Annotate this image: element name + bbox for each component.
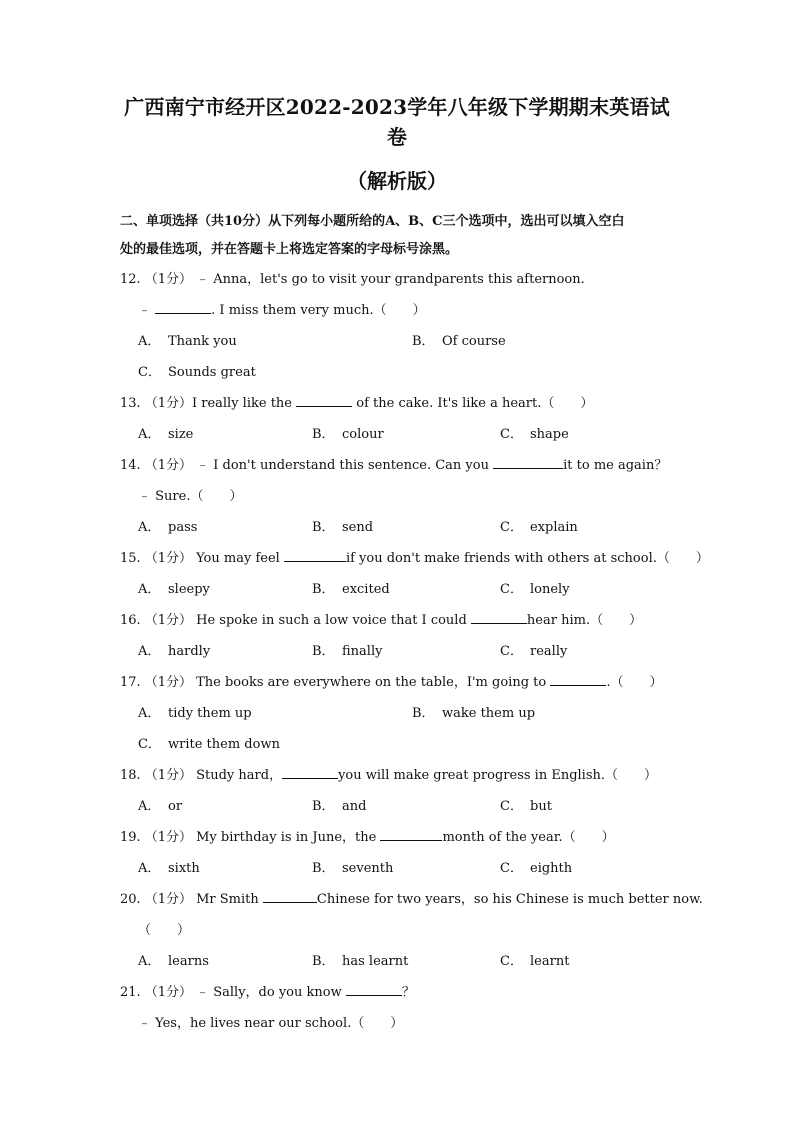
option-a[interactable]: A． hardly xyxy=(138,644,211,659)
question-stem xyxy=(120,760,674,791)
question-15 xyxy=(120,543,709,605)
options-row xyxy=(120,946,674,977)
option-b[interactable]: B． and xyxy=(312,799,367,814)
question-number: 13. xyxy=(120,396,141,411)
options-row xyxy=(120,326,674,357)
section-instructions-line2: 处的最佳选项，并在答题卡上将选定答案的字母标号涂黑。 xyxy=(120,242,459,257)
question-text: hear him.（ ） xyxy=(526,613,643,628)
question-text: it to me again？ xyxy=(563,458,668,473)
question-text: ﹣ Sure.（ ） xyxy=(138,489,243,504)
question-text: You may feel xyxy=(196,551,280,566)
question-stem xyxy=(120,388,674,419)
question-text: ﹣ xyxy=(138,303,152,318)
question-stem xyxy=(120,264,674,295)
question-stem xyxy=(120,822,674,853)
option-b[interactable]: B． has learnt xyxy=(312,954,409,969)
question-score: （1分） xyxy=(144,768,192,783)
question-text: ﹣ Yes，he lives near our school.（ ） xyxy=(138,1016,404,1031)
option-b[interactable]: B． Of course xyxy=(412,334,506,349)
option-c[interactable]: C． lonely xyxy=(500,582,570,597)
option-a[interactable]: A． learns xyxy=(138,954,209,969)
option-b[interactable]: B． seventh xyxy=(312,861,394,876)
options-row xyxy=(120,853,674,884)
page-title: 广西南宁市经开区2022-2023学年八年级下学期期末英语试卷 xyxy=(124,95,670,149)
option-b[interactable]: B． send xyxy=(312,520,374,535)
answer-blank xyxy=(284,547,346,562)
option-a[interactable]: A． or xyxy=(138,799,183,814)
question-score: （1分） xyxy=(144,985,192,1000)
question-score: （1分） xyxy=(144,458,192,473)
question-stem-line2 xyxy=(120,915,674,946)
answer-blank xyxy=(282,764,338,779)
question-text: （ ） xyxy=(138,923,191,938)
options-row xyxy=(120,357,674,388)
question-13 xyxy=(120,388,674,450)
question-text: of the cake. It's like a heart.（ ） xyxy=(356,396,594,411)
question-12 xyxy=(120,264,674,388)
answer-blank xyxy=(471,609,527,624)
question-21 xyxy=(120,977,674,1039)
question-14 xyxy=(120,450,674,543)
options-row xyxy=(120,636,674,667)
option-c[interactable]: C． really xyxy=(500,644,568,659)
question-text: if you don't make friends with others at school.（ ） xyxy=(345,551,709,566)
question-score: （1分） xyxy=(144,613,192,628)
question-number: 12. xyxy=(120,272,141,287)
question-stem xyxy=(120,884,703,915)
question-number: 19. xyxy=(120,830,141,845)
option-c[interactable]: C． learnt xyxy=(500,954,570,969)
question-stem xyxy=(120,977,674,1008)
question-text: you will make great progress in English.（ ） xyxy=(338,768,658,783)
answer-blank xyxy=(155,299,211,314)
question-text: I really like the xyxy=(191,396,292,411)
question-text: The books are everywhere on the table，I'm going to xyxy=(196,675,547,690)
answer-blank xyxy=(296,392,352,407)
option-a[interactable]: A． pass xyxy=(138,520,198,535)
question-19 xyxy=(120,822,674,884)
option-c[interactable]: C． write them down xyxy=(138,737,280,752)
option-a[interactable]: A． sleepy xyxy=(138,582,210,597)
question-stem-line2 xyxy=(120,295,674,326)
question-17 xyxy=(120,667,674,760)
question-20 xyxy=(120,884,703,977)
option-c[interactable]: C． but xyxy=(500,799,552,814)
question-number: 16. xyxy=(120,613,141,628)
question-text: ﹣ Sally，do you know xyxy=(196,985,342,1000)
page-subtitle: （解析版） xyxy=(347,169,447,193)
question-text: month of the year.（ ） xyxy=(442,830,615,845)
question-stem xyxy=(120,605,674,636)
question-number: 17. xyxy=(120,675,141,690)
question-text: . I miss them very much.（ ） xyxy=(211,303,426,318)
question-stem xyxy=(120,543,709,574)
option-c[interactable]: C． Sounds great xyxy=(138,365,256,380)
options-row xyxy=(120,729,674,760)
question-text: ？ xyxy=(401,985,415,1000)
answer-blank xyxy=(493,454,563,469)
question-number: 18. xyxy=(120,768,141,783)
question-text: .（ ） xyxy=(606,675,663,690)
answer-blank xyxy=(380,826,442,841)
section-instructions xyxy=(120,208,674,264)
question-stem xyxy=(120,450,674,481)
answer-blank xyxy=(263,888,317,903)
question-score: （1分） xyxy=(144,675,192,690)
question-score: （1分） xyxy=(144,830,192,845)
answer-blank xyxy=(346,981,402,996)
question-number: 20. xyxy=(120,892,141,907)
options-row xyxy=(120,574,674,605)
question-stem-line2 xyxy=(120,1008,674,1039)
option-a[interactable]: A． size xyxy=(138,427,194,442)
option-a[interactable]: A． tidy them up xyxy=(138,706,252,721)
question-score: （1分） xyxy=(144,892,192,907)
question-text: ﹣ I don't understand this sentence. Can you xyxy=(196,458,489,473)
question-text: He spoke in such a low voice that I could xyxy=(196,613,467,628)
option-b[interactable]: B． wake them up xyxy=(412,706,536,721)
question-number: 21. xyxy=(120,985,141,1000)
answer-blank xyxy=(550,671,606,686)
question-stem-line2 xyxy=(120,481,674,512)
question-text: My birthday is in June，the xyxy=(196,830,377,845)
option-c[interactable]: C． eighth xyxy=(500,861,573,876)
question-text: Study hard， xyxy=(196,768,283,783)
options-row xyxy=(120,512,674,543)
section-instructions-line1: 二、单项选择（共10分）从下列每小题所给的A、B、C三个选项中，选出可以填入空白 xyxy=(120,214,625,229)
question-16 xyxy=(120,605,674,667)
question-score: （1分） xyxy=(144,551,192,566)
option-a[interactable]: A． sixth xyxy=(138,861,200,876)
question-text: ﹣ Anna，let's go to visit your grandparents this afternoon. xyxy=(196,272,585,287)
question-18 xyxy=(120,760,674,822)
question-text: Chinese for two years，so his Chinese is much better now. xyxy=(316,892,703,907)
question-number: 14. xyxy=(120,458,141,473)
question-stem xyxy=(120,667,674,698)
option-c[interactable]: C． shape xyxy=(500,427,569,442)
options-row xyxy=(120,419,674,450)
question-text: Mr Smith xyxy=(196,892,259,907)
options-row xyxy=(120,698,674,729)
option-a[interactable]: A． Thank you xyxy=(138,334,237,349)
question-number: 15. xyxy=(120,551,141,566)
question-score: （1分） xyxy=(144,396,192,411)
options-row xyxy=(120,791,674,822)
option-b[interactable]: B． colour xyxy=(312,427,384,442)
option-c[interactable]: C． explain xyxy=(500,520,578,535)
question-score: （1分） xyxy=(144,272,192,287)
option-b[interactable]: B． finally xyxy=(312,644,383,659)
option-b[interactable]: B． excited xyxy=(312,582,390,597)
